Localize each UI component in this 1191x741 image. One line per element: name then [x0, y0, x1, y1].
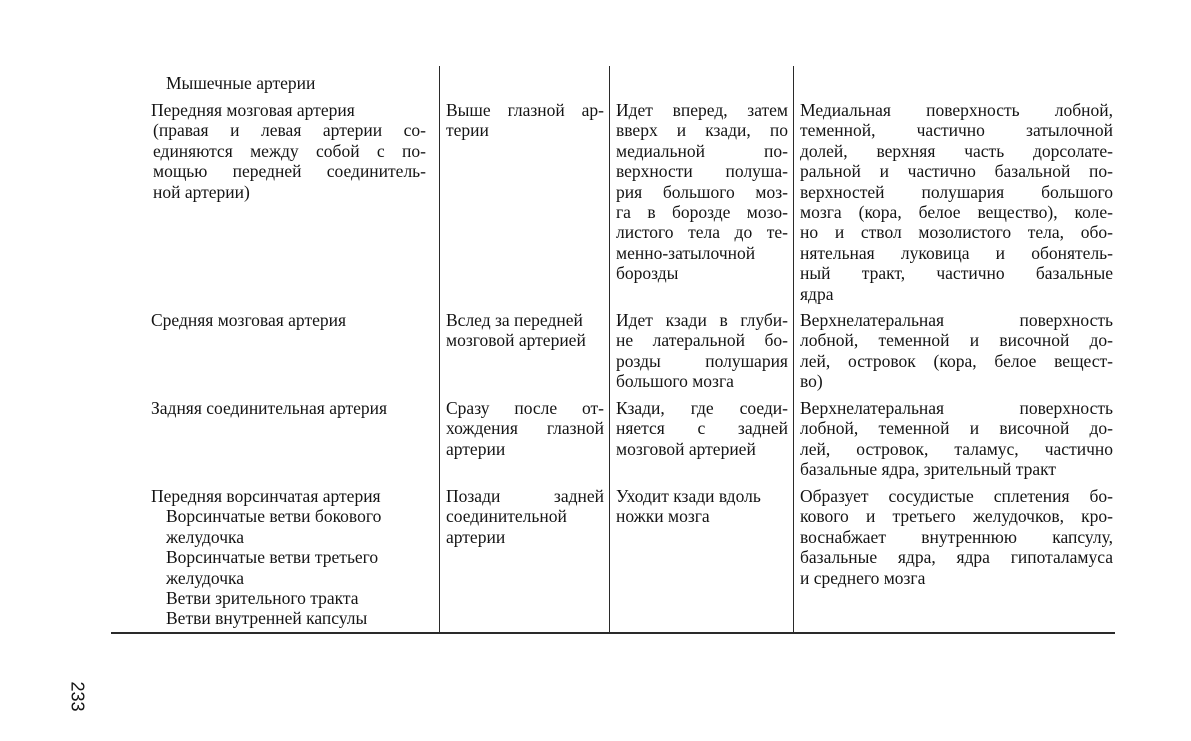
table-cell-line: ножки мозга	[616, 506, 710, 527]
section-header-text: Мышечные артерии	[166, 73, 316, 93]
row-0-artery-name	[151, 100, 426, 202]
table-cell-line: ральной и частично базальной по-	[800, 161, 1113, 182]
row-0-origin	[446, 100, 604, 141]
table-bottom-rule	[111, 632, 1115, 634]
table-cell-line: нятельная луковица и обонятель-	[800, 242, 1113, 263]
table-cell-line: Передняя мозговая артерия	[151, 100, 355, 120]
table-cell-line: Вслед за передней	[446, 310, 583, 330]
row-0-supply-area	[800, 100, 1113, 304]
row-1-artery-name	[151, 310, 426, 330]
table-cell-line: артерии	[446, 526, 506, 547]
table-cell-line: соединительной	[446, 506, 567, 527]
table-cell-line: вверх и кзади, по	[616, 120, 788, 141]
table-cell-line: рия большого моз-	[616, 181, 788, 202]
column-divider-3	[793, 66, 794, 632]
table-cell-line: Верхнелатеральная поверхность	[800, 398, 1113, 418]
table-cell-line: большого мозга	[616, 371, 734, 392]
table-cell-line: Ворсинчатые ветви третьего	[166, 547, 379, 568]
column-divider-1	[439, 66, 440, 632]
table-cell-line: Сразу после от-	[446, 398, 604, 418]
page-number: 233	[67, 681, 88, 712]
row-2-course	[616, 398, 788, 459]
table-cell-line: Средняя мозговая артерия	[151, 310, 347, 330]
row-2-origin	[446, 398, 604, 459]
table-cell-line: базальные ядра, ядра гипоталамуса	[800, 547, 1113, 568]
table-cell-line: долей, верхняя часть дорсолате-	[800, 140, 1113, 161]
table-cell-line: воснабжает внутреннюю капсулу,	[800, 526, 1113, 547]
table-section-header	[166, 73, 315, 93]
table-cell-line: верхности полуша-	[616, 161, 788, 182]
table-cell-line: менно-затылочной	[616, 242, 756, 263]
table-cell-line: Передняя ворсинчатая артерия	[151, 486, 381, 506]
row-2-supply-area	[800, 398, 1113, 480]
table-cell-line: лобной, теменной и височной до-	[800, 418, 1113, 439]
table-cell-line: Идет вперед, затем	[616, 100, 788, 120]
table-cell-line: розды полушария	[616, 350, 788, 371]
table-cell-line: (правая и левая артерии со-	[153, 120, 426, 141]
table-cell-line: Образует сосудистые сплетения бо-	[800, 486, 1113, 506]
table-cell-line: но и ствол мозолистого тела, обо-	[800, 222, 1113, 243]
table-cell-line: мозга (кора, белое вещество), коле-	[800, 202, 1113, 223]
table-cell-line: желудочка	[166, 526, 245, 547]
table-cell-line: Ветви зрительного тракта	[166, 588, 359, 609]
table-cell-line: ный тракт, частично базальные	[800, 263, 1113, 284]
table-cell-line: Кзади, где соеди-	[616, 398, 788, 418]
row-3-course	[616, 486, 788, 527]
table-cell-line: лей, островок, таламус, частично	[800, 438, 1113, 459]
row-2-artery-name	[151, 398, 436, 418]
table-cell-line: кового и третьего желудочков, кро-	[800, 506, 1113, 527]
table-cell-line: Ветви внутренней капсулы	[166, 608, 368, 629]
table-cell-line: ядра	[800, 283, 834, 304]
table-cell-line: медиальной по-	[616, 140, 788, 161]
table-cell-line: Ворсинчатые ветви бокового	[166, 506, 382, 527]
row-3-origin	[446, 486, 604, 547]
table-cell-line: га в борозде мозо-	[616, 202, 788, 223]
table-cell-line: лей, островок (кора, белое вещест-	[800, 350, 1113, 371]
table-cell-line: няется с задней	[616, 418, 788, 439]
table-cell-line: Верхнелатеральная поверхность	[800, 310, 1113, 330]
table-cell-line: мощью передней соединитель-	[153, 161, 426, 182]
table-cell-line: Уходит кзади вдоль	[616, 486, 761, 506]
table-cell-line: мозговой артерией	[446, 330, 586, 351]
table-cell-line: Медиальная поверхность лобной,	[800, 100, 1113, 120]
row-1-supply-area	[800, 310, 1113, 392]
table-cell-line: во)	[800, 371, 823, 392]
table-cell-line: ной артерии)	[153, 181, 250, 202]
table-cell-line: артерии	[446, 438, 506, 459]
table-cell-line: Выше глазной ар-	[446, 100, 604, 120]
row-3-supply-area	[800, 486, 1113, 588]
table-cell-line: верхностей полушария большого	[800, 181, 1113, 202]
table-cell-line: мозговой артерией	[616, 438, 756, 459]
table-cell-line: Позади задней	[446, 486, 604, 506]
table-cell-line: желудочка	[166, 567, 245, 588]
table-cell-line: базальные ядра, зрительный тракт	[800, 459, 1057, 480]
table-cell-line: и среднего мозга	[800, 567, 926, 588]
table-cell-line: Идет кзади в глуби-	[616, 310, 788, 330]
table-cell-line: единяются между собой с по-	[153, 140, 426, 161]
row-3-artery-name	[151, 486, 436, 629]
row-0-course	[616, 100, 788, 284]
table-cell-line: листого тела до те-	[616, 222, 788, 243]
table-cell-line: хождения глазной	[446, 418, 604, 439]
table-cell-line: лобной, теменной и височной до-	[800, 330, 1113, 351]
table-cell-line: теменной, частично затылочной	[800, 120, 1113, 141]
table-cell-line: Задняя соединительная артерия	[151, 398, 388, 418]
row-1-course	[616, 310, 788, 392]
table-cell-line: не латеральной бо-	[616, 330, 788, 351]
column-divider-2	[609, 66, 610, 632]
table-cell-line: борозды	[616, 263, 679, 284]
row-1-origin	[446, 310, 604, 351]
table-cell-line: терии	[446, 120, 489, 141]
